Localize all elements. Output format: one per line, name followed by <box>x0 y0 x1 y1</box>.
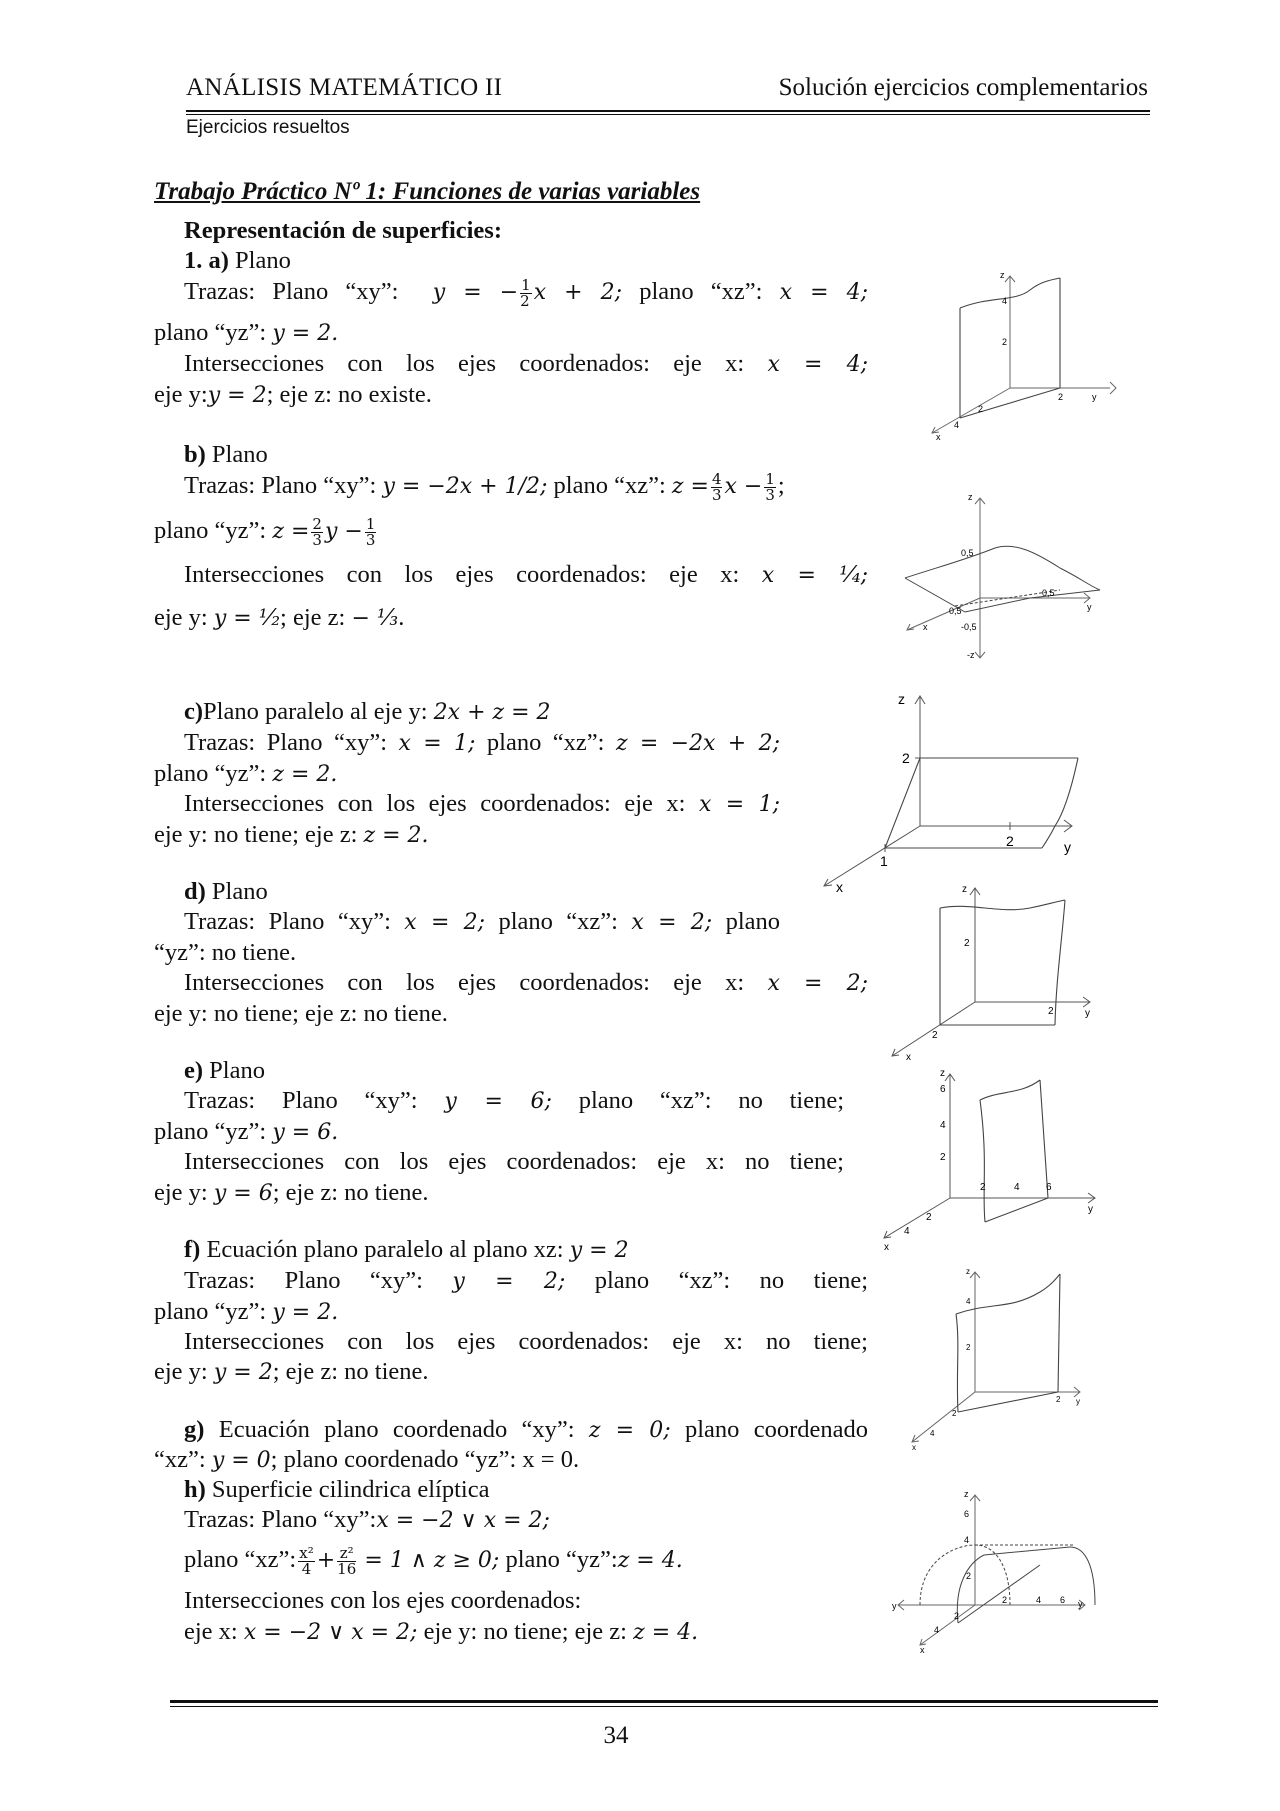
tick-z-2: 2 <box>902 750 910 766</box>
figure-h-cylinder <box>880 1485 1110 1655</box>
tick-y-2: 2 <box>1056 1395 1061 1404</box>
tick-y-2: 2 <box>1002 1595 1008 1605</box>
tick-y-4: 4 <box>1036 1595 1042 1605</box>
header-rule-thin <box>186 114 1150 115</box>
item-d-traces: Trazas: Plano “xy”: x = 2; plano “xz”: x = 2; plano <box>184 908 781 935</box>
item-e-heading: e) Plano <box>184 1057 265 1084</box>
tick-y-6: 6 <box>1060 1595 1066 1605</box>
item-c-intersections-2: eje y: no tiene; eje z: z = 2. <box>154 821 429 848</box>
item-d-intersections-2: eje y: no tiene; eje z: no tiene. <box>154 1000 448 1027</box>
tick-z-6: 6 <box>940 1084 946 1095</box>
tick-y-2: 2 <box>1006 833 1014 849</box>
item-h-intersections: Intersecciones con los ejes coordenados: <box>184 1587 582 1614</box>
item-f-traces: Trazas: Plano “xy”: y = 2; plano “xz”: no tiene; <box>184 1267 869 1294</box>
axis-label-y: y <box>1085 1008 1090 1019</box>
axis-label-x: x <box>923 622 928 632</box>
tick-z-4: 4 <box>940 1120 946 1131</box>
item-b-heading: b) Plano <box>184 441 268 468</box>
tick-x-2: 2 <box>978 404 984 414</box>
tick-y-4: 4 <box>1014 1182 1020 1193</box>
tick-y-0-5: 0,5 <box>1042 588 1055 598</box>
tick-x-4: 4 <box>930 1429 935 1438</box>
item-f-intersections: Intersecciones con los ejes coordenados: eje x: no tiene; <box>184 1328 868 1355</box>
item-e-intersections: Intersecciones con los ejes coordenados: eje x: no tiene; <box>184 1148 844 1175</box>
item-b-intersections: Intersecciones con los ejes coordenados: eje x: x = ¹⁄₄; <box>184 561 868 588</box>
footer-rule-thin <box>170 1706 1158 1707</box>
item-h-traces: Trazas: Plano “xy”:x = −2 ∨ x = 2; <box>184 1506 550 1533</box>
tick-x-4: 4 <box>904 1226 910 1237</box>
tick-y-2: 2 <box>980 1182 986 1193</box>
axis-label-z: z <box>966 1267 970 1276</box>
tick-z-neg-0-5: -0,5 <box>961 622 977 632</box>
axis-label-z: z <box>898 691 905 707</box>
tick-z-0-5: 0,5 <box>961 548 974 558</box>
plane-surface <box>905 546 1100 612</box>
figure-d-plane <box>880 880 1110 1065</box>
figure-f-plane <box>900 1262 1100 1452</box>
item-d-intersections: Intersecciones con los ejes coordenados: eje x: x = 2; <box>184 969 868 996</box>
axis-label-neg-y: y <box>892 1601 897 1611</box>
item-f-intersections-2: eje y: y = 2; eje z: no tiene. <box>154 1358 429 1385</box>
item-h-traces-xz: plano “xz”: $\frac{\text{x²}}{4}$ + $\frac{\text{z²}}{16}$ = 1 ∧ z ≥ 0; plano “yz”:z = 4. <box>184 1543 683 1578</box>
tick-x-2: 2 <box>954 1611 960 1621</box>
tick-x-1: 1 <box>880 853 888 869</box>
item-h-heading: h) Superficie cilindrica elíptica <box>184 1476 490 1503</box>
item-h-intersections-2: eje x: x = −2 ∨ x = 2; eje y: no tiene; eje z: z = 4. <box>184 1618 699 1645</box>
tick-z-4: 4 <box>966 1297 971 1306</box>
plane-surface <box>956 1274 1060 1412</box>
item-b-traces-yz: plano “yz”: z = $\frac{2}{3}$ y − $\frac{1}{3}$ <box>154 514 376 549</box>
axis-label-z: z <box>940 1068 945 1079</box>
plane-surface <box>980 1080 1048 1222</box>
axis-label-y: y <box>1092 392 1097 402</box>
footer-rule <box>170 1700 1158 1703</box>
item-c-traces-yz: plano “yz”: z = 2. <box>154 760 338 787</box>
tick-x-0-5: 0,5 <box>949 606 962 616</box>
tick-z-4: 4 <box>1002 296 1008 306</box>
tick-x-2: 2 <box>926 1212 932 1223</box>
tick-z-2: 2 <box>964 938 970 949</box>
item-c-traces: Trazas: Plano “xy”: x = 1; plano “xz”: z = −2x + 2; <box>184 729 780 756</box>
axis-label-x: x <box>936 432 941 442</box>
header-course-title: ANÁLISIS MATEMÁTICO II <box>186 74 503 101</box>
axis-label-z: z <box>962 884 967 895</box>
tick-z-2: 2 <box>940 1152 946 1163</box>
item-e-intersections-2: eje y: y = 6; eje z: no tiene. <box>154 1179 429 1206</box>
item-d-heading: d) Plano <box>184 878 268 905</box>
figure-e-plane <box>870 1060 1110 1250</box>
axis-label-x: x <box>920 1645 925 1655</box>
item-g-line2: “xz”: y = 0; plano coordenado “yz”: x = 0. <box>154 1446 580 1473</box>
tick-x-4: 4 <box>954 420 960 430</box>
page-title: Trabajo Práctico Nº 1: Funciones de varias variables <box>154 178 701 205</box>
header-subtitle: Ejercicios resueltos <box>186 117 350 138</box>
axis-label-neg-z: -z <box>967 650 975 660</box>
page-number: 34 <box>603 1722 629 1749</box>
axis-label-x: x <box>836 879 843 895</box>
x-axis <box>932 388 1010 433</box>
item-e-traces: Trazas: Plano “xy”: y = 6; plano “xz”: no tiene; <box>184 1087 845 1114</box>
header-rule <box>186 110 1150 112</box>
figure-b-plane <box>895 490 1115 670</box>
item-a-heading: 1. a) Plano <box>184 247 291 274</box>
axis-label-y: y <box>1088 1204 1093 1215</box>
axis-label-z: z <box>964 1489 969 1499</box>
tick-x-4: 4 <box>934 1625 940 1635</box>
tick-z-4: 4 <box>964 1535 970 1545</box>
tick-y-2: 2 <box>1048 1006 1054 1017</box>
plane-surface <box>885 758 1078 848</box>
item-f-traces-yz: plano “yz”: y = 2. <box>154 1298 339 1325</box>
figure-a-plane <box>920 268 1130 448</box>
axis-label-y: y <box>1064 839 1071 855</box>
tick-x-2: 2 <box>952 1409 957 1418</box>
item-a-intersections-2: eje y:y = 2; eje z: no existe. <box>154 381 432 408</box>
header-section-title: Solución ejercicios complementarios <box>778 74 1148 101</box>
axis-label-y: y <box>1087 602 1092 612</box>
axis-label-z: z <box>1000 270 1005 280</box>
axis-label-x: x <box>906 1052 911 1063</box>
tick-y-6: 6 <box>1046 1182 1052 1193</box>
item-f-heading: f) Ecuación plano paralelo al plano xz: y = 2 <box>184 1236 629 1263</box>
tick-z-2: 2 <box>1002 337 1008 347</box>
cylinder-surface <box>920 1545 1095 1623</box>
tick-x-2: 2 <box>932 1030 938 1041</box>
item-d-traces-yz: “yz”: no tiene. <box>154 939 297 966</box>
item-c-intersections: Intersecciones con los ejes coordenados: eje x: x = 1; <box>184 790 780 817</box>
axis-label-y: y <box>1076 1397 1080 1406</box>
axis-label-x: x <box>912 1443 916 1452</box>
item-a-traces-yz: plano “yz”: y = 2. <box>154 319 339 346</box>
plane-surface <box>940 900 1065 1025</box>
tick-y-2: 2 <box>1058 392 1064 402</box>
tick-z-2: 2 <box>966 1343 971 1352</box>
item-a-intersections: Intersecciones con los ejes coordenados: eje x: x = 4; <box>184 350 868 377</box>
item-b-traces: Trazas: Plano “xy”: y = −2x + 1/2; plano “xz”: z = $\frac{4}{3}$ x − $\frac{1}{3}$ ; <box>184 469 785 504</box>
item-a-traces: Trazas: Plano “xy”: y = − $\frac{1}{2}$ x + 2; plano “xz”: x = 4; <box>184 275 868 310</box>
item-c-heading: c)Plano paralelo al eje y: 2x + z = 2 <box>184 698 551 725</box>
axis-label-z: z <box>968 492 973 502</box>
tick-z-2: 2 <box>966 1571 972 1581</box>
section-heading: Representación de superficies: <box>184 217 502 244</box>
item-g-line1: g) Ecuación plano coordenado “xy”: z = 0; plano coordenado <box>184 1416 869 1443</box>
item-e-traces-yz: plano “yz”: y = 6. <box>154 1118 339 1145</box>
tick-z-6: 6 <box>964 1509 970 1519</box>
axis-label-y: y <box>1078 1599 1083 1609</box>
figure-c-plane <box>810 686 1100 898</box>
item-b-intersections-2: eje y: y = ¹⁄₂; eje z: − ¹⁄₃. <box>154 604 405 631</box>
axis-label-x: x <box>884 1242 889 1250</box>
